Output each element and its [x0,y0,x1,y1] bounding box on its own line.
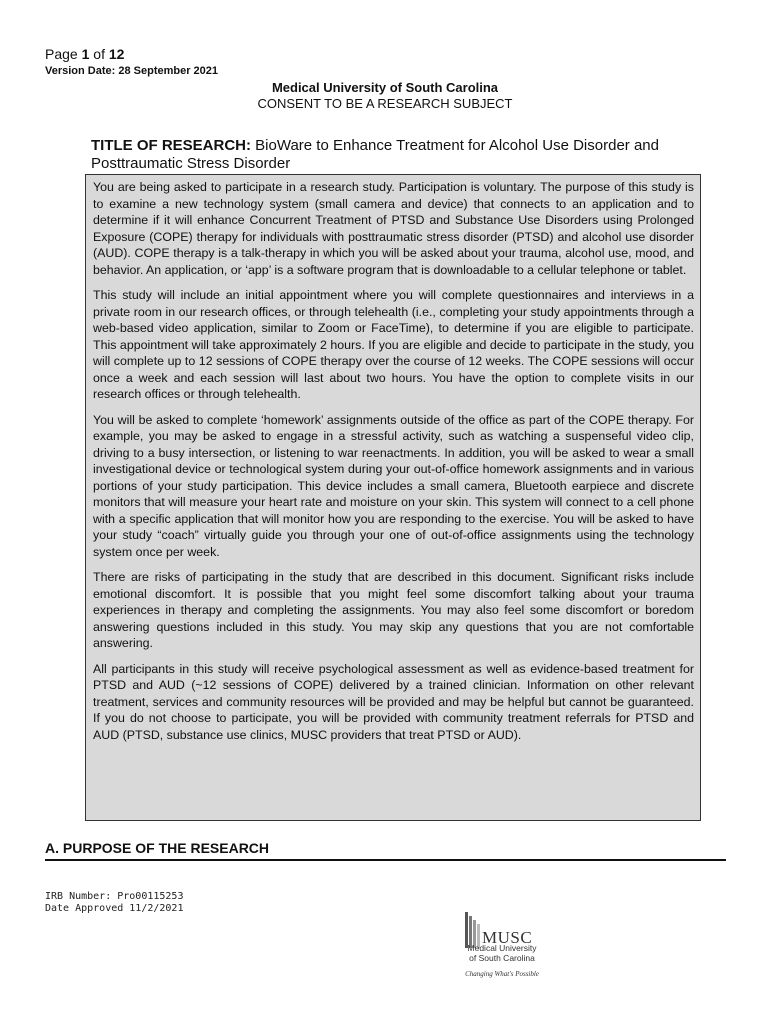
logo-name: MUSC [482,928,533,947]
irb-number: IRB Number: Pro00115253 [45,891,184,902]
page-prefix: Page [45,46,82,62]
page-of: of [89,46,109,62]
summary-paragraph: All participants in this study will receive psychological assessment as well as evidence-based treatment for PTSD and AUD (~12 sessions of COPE) delivered by a trained clinician. Information on other relevant treatment, services and community resources will be provided and may be helpful but cannot be guaranteed. If you do not choose to participate, you will be provided with community treatment referrals for PTSD and AUD (PTSD, substance use clinics, MUSC providers that treat PTSD or AUD). [93,661,694,742]
summary-paragraph: You will be asked to complete ‘homework’ assignments outside of the office as part of the COPE therapy. For example, you may be asked to engage in a stressful activity, such as watching a suspenseful video clip, driving to a busy intersection, or listening to war reenactments. In addition, you will be asked to wear a small investigational device or technological system during your out-of-office homework assignments and in various portions of your study participation. This device includes a small camera, Bluetooth earpiece and discrete monitors that will measure your heart rate and moisture on your skin. This system will connect to a cell phone with a specific application that will monitor how you are responding to the exercise. You will be asked to have your study “coach” virtually guide you through your one of out-of-office assignments using the technology system once per week. [93,412,694,559]
research-title-text: BioWare to Enhance Treatment for Alcohol Use Disorder and Posttraumatic Stress Disorder [91,137,659,172]
institution-name: Medical University of South Carolina [271,80,499,95]
version-date: Version Date: 28 September 2021 [45,65,219,77]
research-title-label: TITLE OF RESEARCH: [91,137,251,154]
research-title [91,137,711,173]
summary-paragraph: This study will include an initial appointment where you will complete questionnaires and interviews in a private room in our research offices, or through telehealth (i.e., completing your study appointments through a web-based video application, similar to Zoom or FaceTime), to determine if you are eligible to participate. This appointment will take approximately 2 hours. If you are eligible and decide to participate in the study, you will complete up to 12 sessions of COPE therapy over the course of 12 weeks. The COPE sessions will occur once a week and each session will last about two hours. You have the option to complete visits in our research offices or through telehealth. [93,288,694,401]
page-number [45,46,124,62]
logo-line-2: of South Carolina [469,953,535,963]
summary-paragraph: You are being asked to participate in a research study. Participation is voluntary. The purpose of this study is to examine a new technology system (small camera and device) that connects to an application and to determine if it will enhance Concurrent Treatment of PTSD and Substance Use Disorders using Prolonged Exposure (COPE) therapy for individuals with posttraumatic stress disorder (PTSD) and alcohol use disorder (AUD). COPE therapy is a talk-therapy in which you will be asked about your trauma, alcohol use, mood, and behavior. An application, or ‘app’ is a software program that is downloadable to a cellular telephone or tablet. [93,180,694,277]
page-total: 12 [108,46,125,62]
page-current: 1 [81,46,90,62]
logo-tagline: Changing What's Possible [465,970,539,978]
irb-date-approved: Date Approved 11/2/2021 [45,903,184,914]
section-heading-purpose: A. PURPOSE OF THE RESEARCH [45,840,726,861]
logo-subtitle [461,943,543,963]
summary-paragraph: There are risks of participating in the study that are described in this document. Significant risks include emotional discomfort. It is possible that you might feel some discomfort talking about your trauma experiences in therapy and completing the assignments. You may also feel some discomfort or boredom answering questions included in this study. You may skip any questions that you are not comfortable answering. [93,570,694,650]
irb-stamp [45,891,183,915]
logo-line-1: Medical University [467,943,537,953]
key-information-summary [85,174,701,821]
consent-heading: CONSENT TO BE A RESEARCH SUBJECT [257,96,513,111]
musc-logo [458,908,558,988]
